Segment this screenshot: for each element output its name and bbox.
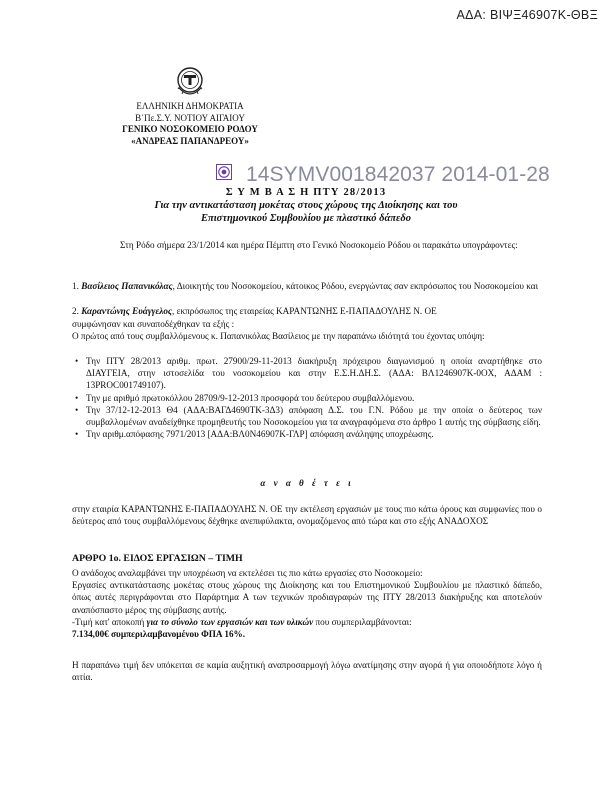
party-1 [72,280,542,292]
considerations-list [72,355,542,440]
agreed-line: συμφώνησαν και συναποδέχθηκαν τα εξής : [72,319,235,329]
party-2-number: 2. [72,306,79,316]
party-2-name: Καραντώνης Ευάγγελος [81,306,173,316]
list-item: • Την 37/12-12-2013 Θ4 (ΑΔΑ:ΒΑΓΔ4690ΤΚ-3Δ3) απόφαση Δ.Σ. του Γ.Ν. Ρόδου με την οποία ο δεύτερος των συμβαλλομένων αναδείχθηκε προμηθευτής του Νοσοκομείου για τα αναγραφόμενα στο άρθρο 1 αυτής της σύμβασης είδη. [86,404,542,428]
header-line1: ΕΛΛΗΝΙΚΗ ΔΗΜΟΚΡΑΤΙΑ [136,101,244,111]
price-clause: Η παραπάνω τιμή δεν υπόκειται σε καμία αυξητική αναπροσαρμογή λόγω ανατίμησης στην αγορά ή για οποιοδήποτε λόγο ή αιτία. [72,660,542,683]
header-line2: Β΄Πε.Σ.Υ. ΝΟΤΙΟΥ ΑΙΓΑΙΟΥ [135,112,245,123]
article-1-body [72,567,542,640]
article-1-heading: ΑΡΘΡΟ 1ο. ΕΙΔΟΣ ΕΡΓΑΣΙΩΝ – ΤΙΜΗ [72,553,243,564]
price-prefix: -Τιμή κατ' αποκοπή [72,616,147,627]
list-item: • Την ΠΤΥ 28/2013 αριθμ. πρωτ. 27900/29-11-2013 διακήρυξη πρόχειρου διαγωνισμού η οποία αναρτήθηκε στο ΔΙΑΥΓΕΙΑ, στην ιστοσελίδα του νοσοκομείου και στην Ε.Σ.Η.ΔΗ.Σ. (ΑΔΑ: ΒΛ1246907Κ-0ΟΧ, ΑΔΑΜ : 13PROC001749107). [86,355,542,392]
list-item: • Την με αριθμό πρωτοκόλλου 28709/9-12-2013 προσφορά του δεύτερου συμβαλλόμενου. [86,392,542,404]
price-suffix: που συμπεριλαμβάνονται: [313,616,412,627]
header-line4: «ΑΝΔΡΕΑΣ ΠΑΠΑΝΔΡΕΟΥ» [131,135,249,146]
intro-paragraph: Στη Ρόδο σήμερα 23/1/2014 και ημέρα Πέμπτη στο Γενικό Νοσοκομείο Ρόδου οι παρακάτω υπογράφοντες: [120,240,518,250]
first-party-line: Ο πρώτος από τους συμβαλλόμενους κ. Παπανικόλας Βασίλειος με την παραπάνω ιδιότητά του έχοντας υπόψη: [72,331,485,341]
list-item: • Την αριθμ.απόφασης 7971/2013 [ΑΔΑ:ΒΛ0Ν46907Κ-ΓΛΡ] απόφαση ανάληψης υποχρέωσης. [86,428,542,440]
ada-code: ΑΔΑ: ΒΙΨΞ46907Κ-ΘΒΞ [456,8,598,22]
contract-subtitle-1: Για την αντικατάσταση μοκέτας στους χώρους της Διοίκησης και του [154,200,458,211]
price-amount: 7.134,00€ συμπεριλαμβανομένου ΦΠΑ 16%. [72,629,246,640]
assign-paragraph: στην εταιρία ΚΑΡΑΝΤΩΝΗΣ Ε-ΠΑΠΑΔΟΥΛΗΣ Ν. ΟΕ την εκτέλεση εργασιών με τους πιο κάτω όρους και συμφωνίες που ο δεύτερος από τους συμβαλλόμενους δέχθηκε ανεπιφύλακτα, ονομαζόμενος από τώρα και στο εξής ΑΝΑΔΟΧΟΣ [72,504,542,527]
registry-number: 14SYMV001842037 2014-01-28 [246,163,550,186]
article-1-price [72,616,542,628]
price-scope: για το σύνολο των εργασιών και των υλικών [146,616,314,627]
party-1-name: Βασίλειος Παπανικόλας [81,281,173,291]
party-2 [72,305,542,317]
assign-heading: α ν α θ έ τ ε ι [260,478,354,488]
article-1-intro: Ο ανάδοχος αναλαμβάνει την υποχρέωση να εκτελέσει τις πιο κάτω εργασίες στο Νοσοκομείο: [72,568,423,578]
contract-title-block [0,186,612,225]
contract-title: Σ Υ Μ Β Α Σ Η ΠΤΥ 28/2013 [225,187,387,198]
article-1-works: Εργασίες αντικατάστασης μοκέτας στους χώρους της Διοίκησης και του Επιστημονικού Συμβουλίου με πλαστικό δάπεδο, όπως αυτές περιγράφονται στο Παράρτημα Α των τεχνικών προδιαγραφών της ΠΤΥ 28/2013 διακήρυξης και αποτελούν αναπόσπαστο μέρος της σύμβασης αυτής. [72,580,542,615]
header-line3: ΓΕΝΙΚΟ ΝΟΣΟΚΟΜΕΙΟ ΡΟΔΟΥ [122,124,258,134]
greek-emblem-icon [175,66,205,98]
contract-subtitle-2: Επιστημονικού Συμβουλίου με πλαστικό δάπεδο [201,213,411,224]
party-1-number: 1. [72,281,79,291]
party-2-details: , εκπρόσωπος της εταιρείας ΚΑΡΑΝΤΩΝΗΣ Ε-ΠΑΠΑΔΟΥΛΗΣ Ν. ΟΕ [172,306,437,316]
party-1-details: , Διοικητής του Νοσοκομείου, κάτοικος Ρόδου, ενεργώντας σαν εκπρόσωπος του Νοσοκομείου και [172,281,539,291]
diavgeia-stamp-icon [216,164,232,180]
hospital-header [70,101,310,147]
